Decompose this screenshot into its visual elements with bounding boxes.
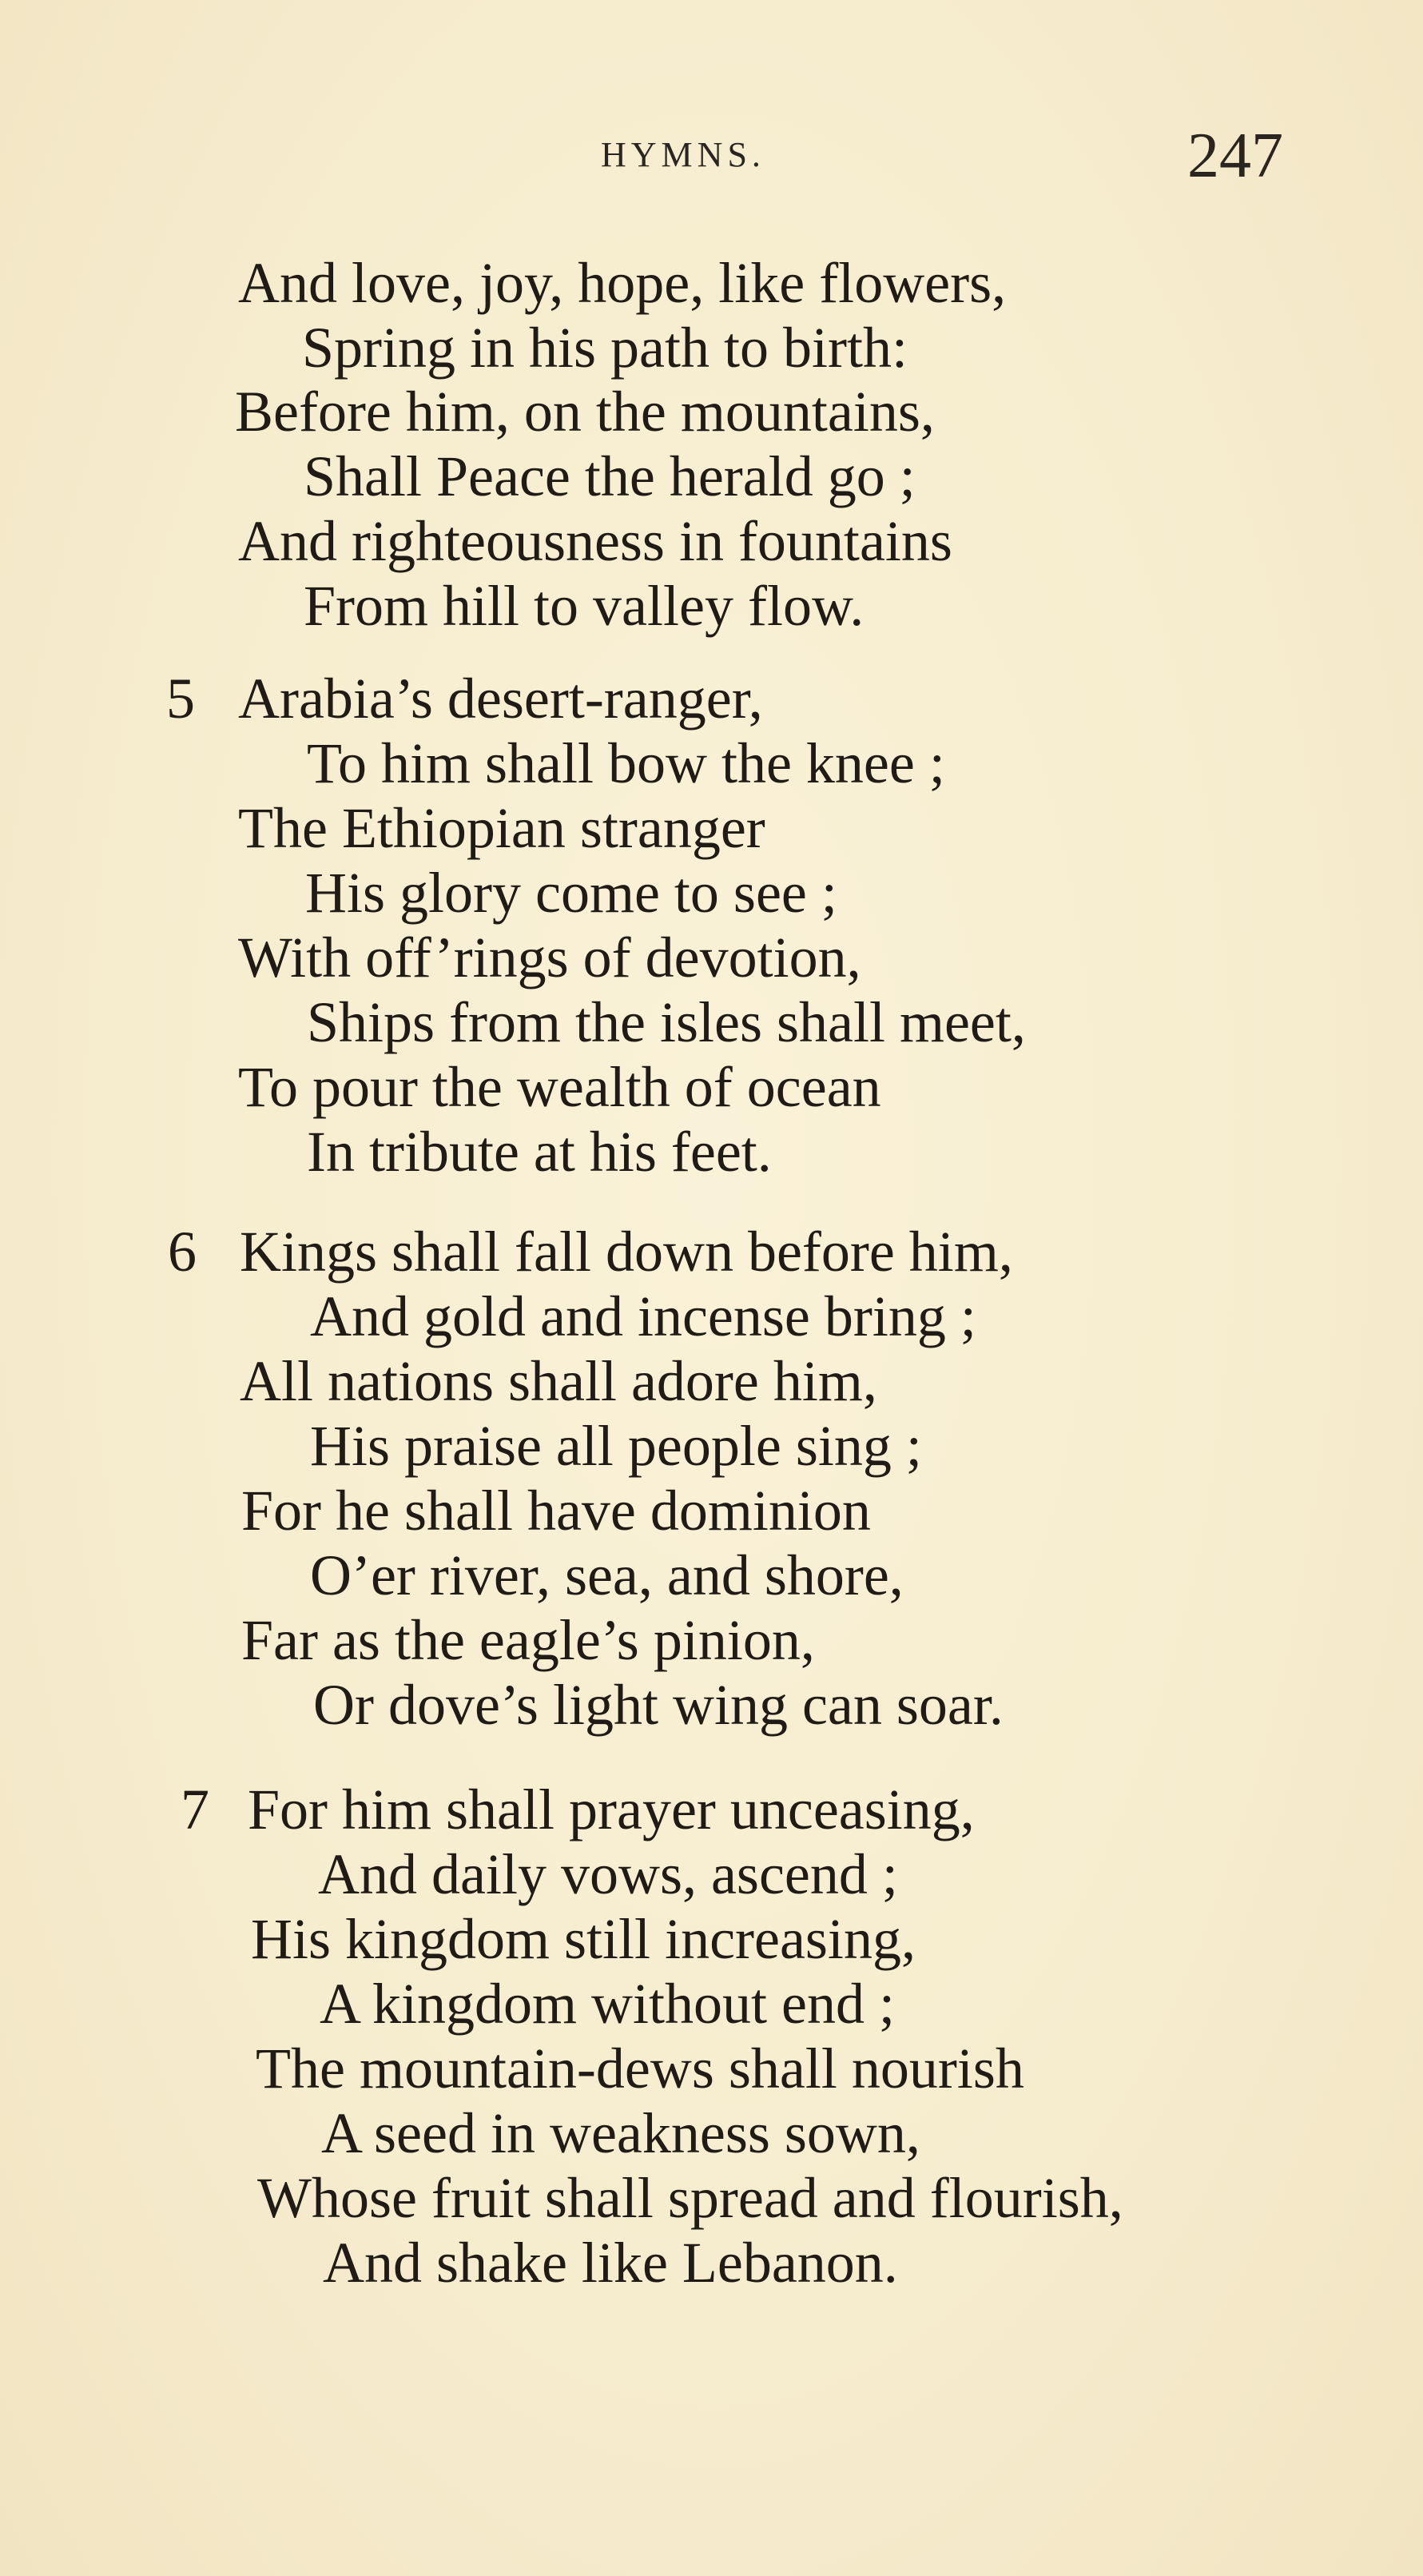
verse-line: A seed in weakness sown,	[321, 2101, 920, 2165]
verse-line: O’er river, sea, and shore,	[310, 1543, 904, 1607]
verse-line: And daily vows, ascend ;	[318, 1842, 898, 1906]
verse-line: To him shall bow the knee ;	[307, 731, 945, 795]
verse-line: Or dove’s light wing can soar.	[313, 1673, 1004, 1737]
verse-line: And righteousness in fountains	[238, 509, 952, 573]
verse-line: Before him, on the mountains,	[235, 380, 935, 444]
verse-line: His glory come to see ;	[305, 861, 837, 925]
verse-line: In tribute at his feet.	[307, 1120, 772, 1184]
verse-line: To pour the wealth of ocean	[238, 1055, 881, 1119]
verse-line: A kingdom without end ;	[320, 1972, 895, 2036]
verse-line: Shall Peace the herald go ;	[304, 444, 916, 508]
stanza-number: 5	[166, 667, 195, 731]
verse-line: Far as the eagle’s pinion,	[241, 1608, 815, 1672]
page-number: 247	[1187, 121, 1283, 191]
stanza-number: 7	[181, 1778, 209, 1841]
verse-line: The mountain-dews shall nourish	[256, 2037, 1024, 2100]
stanza-number: 6	[168, 1220, 197, 1284]
verse-line: And love, joy, hope, like flowers,	[238, 251, 1007, 315]
verse-line: From hill to valley flow.	[304, 574, 865, 638]
verse-line: His kingdom still increasing,	[251, 1907, 916, 1971]
verse-line: With off’rings of devotion,	[238, 926, 861, 989]
verse-line: Whose fruit shall spread and flourish,	[257, 2166, 1123, 2230]
verse-line: Arabia’s desert-ranger,	[238, 667, 763, 731]
running-head: HYMNS.	[601, 135, 765, 174]
verse-line: All nations shall adore him,	[240, 1349, 877, 1413]
verse-line: His praise all people sing ;	[310, 1414, 922, 1478]
verse-line: And shake like Lebanon.	[323, 2231, 898, 2295]
verse-line: The Ethiopian stranger	[238, 796, 765, 860]
verse-line: And gold and incense bring ;	[310, 1284, 976, 1348]
verse-line: Kings shall fall down before him,	[240, 1220, 1013, 1284]
verse-line: For him shall prayer unceasing,	[248, 1778, 975, 1841]
verse-line: For he shall have dominion	[241, 1479, 871, 1543]
verse-line: Spring in his path to birth:	[302, 316, 908, 380]
verse-line: Ships from the isles shall meet,	[307, 990, 1026, 1054]
